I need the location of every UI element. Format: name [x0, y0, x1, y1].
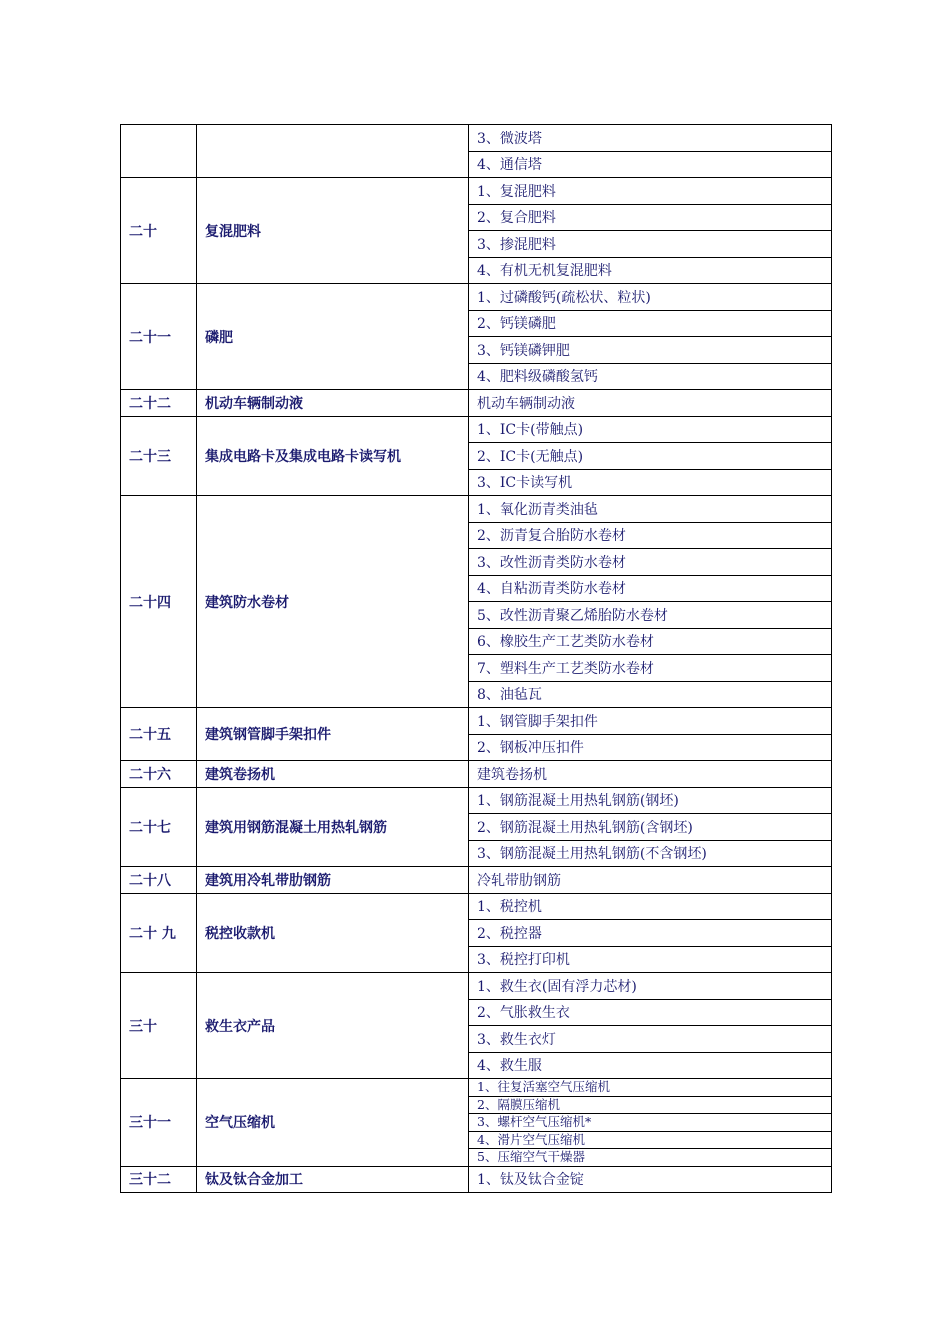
category-number: 二十五 — [121, 708, 197, 761]
category-name: 空气压缩机 — [197, 1079, 469, 1167]
product-item: 1、氧化沥青类油毡 — [469, 496, 832, 523]
product-item: 4、有机无机复混肥料 — [469, 257, 832, 284]
product-item: 3、钙镁磷钾肥 — [469, 337, 832, 364]
product-item: 1、过磷酸钙(疏松状、粒状) — [469, 284, 832, 311]
product-item: 3、救生衣灯 — [469, 1026, 832, 1053]
category-number: 三十一 — [121, 1079, 197, 1167]
category-name: 钛及钛合金加工 — [197, 1166, 469, 1193]
product-item: 1、钢筋混凝土用热轧钢筋(钢坯) — [469, 787, 832, 814]
catalog-body — [121, 125, 832, 1193]
table-row — [121, 390, 832, 417]
table-row — [121, 284, 832, 311]
category-number: 二十七 — [121, 787, 197, 867]
table-row — [121, 496, 832, 523]
category-name: 机动车辆制动液 — [197, 390, 469, 417]
product-item: 1、钛及钛合金锭 — [469, 1166, 832, 1193]
category-number: 二十 九 — [121, 893, 197, 973]
product-item: 1、钢管脚手架扣件 — [469, 708, 832, 735]
category-number: 二十八 — [121, 867, 197, 894]
product-item: 5、改性沥青聚乙烯胎防水卷材 — [469, 602, 832, 629]
product-item: 2、气胀救生衣 — [469, 999, 832, 1026]
product-item: 2、复合肥料 — [469, 204, 832, 231]
table-row — [121, 708, 832, 735]
product-item: 建筑卷扬机 — [469, 761, 832, 788]
category-name: 集成电路卡及集成电路卡读写机 — [197, 416, 469, 496]
product-item: 1、税控机 — [469, 893, 832, 920]
product-item: 冷轧带肋钢筋 — [469, 867, 832, 894]
product-item: 2、隔膜压缩机 — [469, 1096, 832, 1114]
category-number: 三十二 — [121, 1166, 197, 1193]
product-item: 1、救生衣(固有浮力芯材) — [469, 973, 832, 1000]
product-item: 1、IC卡(带触点) — [469, 416, 832, 443]
table-row — [121, 1079, 832, 1097]
category-name: 建筑用钢筋混凝土用热轧钢筋 — [197, 787, 469, 867]
table-row — [121, 416, 832, 443]
product-item: 1、往复活塞空气压缩机 — [469, 1079, 832, 1097]
product-item: 2、IC卡(无触点) — [469, 443, 832, 470]
product-item: 3、螺杆空气压缩机* — [469, 1114, 832, 1132]
product-item: 5、压缩空气干燥器 — [469, 1149, 832, 1167]
product-item: 3、IC卡读写机 — [469, 469, 832, 496]
table-row — [121, 125, 832, 152]
product-item: 3、钢筋混凝土用热轧钢筋(不含钢坯) — [469, 840, 832, 867]
category-number: 二十四 — [121, 496, 197, 708]
category-number — [121, 125, 197, 178]
product-catalog-table — [120, 124, 832, 1193]
product-item: 3、改性沥青类防水卷材 — [469, 549, 832, 576]
category-name: 复混肥料 — [197, 178, 469, 284]
table-row — [121, 761, 832, 788]
product-item: 3、税控打印机 — [469, 946, 832, 973]
category-number: 二十二 — [121, 390, 197, 417]
table-row — [121, 893, 832, 920]
product-item: 2、税控器 — [469, 920, 832, 947]
product-item: 2、钢板冲压扣件 — [469, 734, 832, 761]
product-item: 机动车辆制动液 — [469, 390, 832, 417]
category-name: 税控收款机 — [197, 893, 469, 973]
product-item: 4、救生服 — [469, 1052, 832, 1079]
product-item: 2、沥青复合胎防水卷材 — [469, 522, 832, 549]
category-name: 救生衣产品 — [197, 973, 469, 1079]
product-item: 3、微波塔 — [469, 125, 832, 152]
category-name: 建筑用冷轧带肋钢筋 — [197, 867, 469, 894]
category-number: 三十 — [121, 973, 197, 1079]
category-number: 二十 — [121, 178, 197, 284]
product-item: 1、复混肥料 — [469, 178, 832, 205]
category-name: 磷肥 — [197, 284, 469, 390]
table-row — [121, 1166, 832, 1193]
category-number: 二十一 — [121, 284, 197, 390]
category-name: 建筑防水卷材 — [197, 496, 469, 708]
table-row — [121, 178, 832, 205]
product-item: 8、油毡瓦 — [469, 681, 832, 708]
product-item: 4、通信塔 — [469, 151, 832, 178]
category-name: 建筑卷扬机 — [197, 761, 469, 788]
product-item: 4、滑片空气压缩机 — [469, 1131, 832, 1149]
product-item: 7、塑料生产工艺类防水卷材 — [469, 655, 832, 682]
category-number: 二十三 — [121, 416, 197, 496]
category-name — [197, 125, 469, 178]
category-number: 二十六 — [121, 761, 197, 788]
product-item: 3、掺混肥料 — [469, 231, 832, 258]
product-item: 2、钢筋混凝土用热轧钢筋(含钢坯) — [469, 814, 832, 841]
table-row — [121, 973, 832, 1000]
table-row — [121, 867, 832, 894]
table-row — [121, 787, 832, 814]
product-item: 4、自粘沥青类防水卷材 — [469, 575, 832, 602]
product-item: 6、橡胶生产工艺类防水卷材 — [469, 628, 832, 655]
category-name: 建筑钢管脚手架扣件 — [197, 708, 469, 761]
product-item: 4、肥料级磷酸氢钙 — [469, 363, 832, 390]
product-item: 2、钙镁磷肥 — [469, 310, 832, 337]
